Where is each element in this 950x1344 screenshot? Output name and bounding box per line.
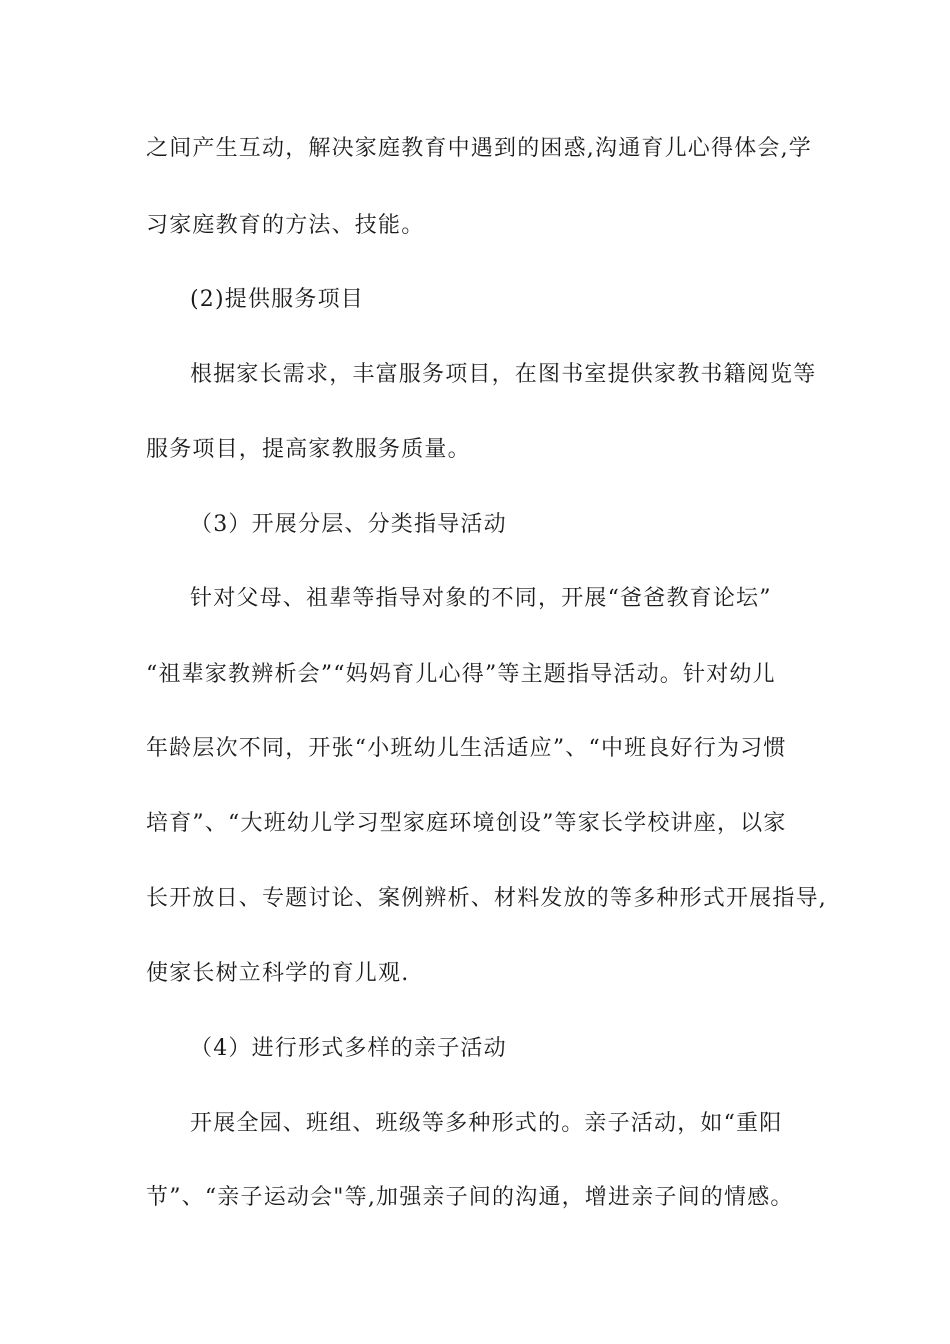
section-heading: （4）进行形式多样的亲子活动	[190, 1036, 507, 1061]
body-text-line: 之间产生互动，解决家庭教育中遇到的困惑,沟通育儿心得体会,学	[146, 136, 812, 161]
body-text-line: “祖辈家教辨析会”“妈妈育儿心得”等主题指导活动。针对幼儿	[146, 662, 776, 687]
body-text-line: 针对父母、祖辈等指导对象的不同，开展“爸爸教育论坛”	[190, 586, 772, 611]
body-text-line: 服务项目，提高家教服务质量。	[146, 437, 471, 462]
body-text-line: 习家庭教育的方法、技能。	[146, 213, 425, 238]
body-text-line: 开展全园、班组、班级等多种形式的。亲子活动，如“重阳	[190, 1111, 783, 1136]
body-text-line: 根据家长需求，丰富服务项目，在图书室提供家教书籍阅览等	[190, 362, 817, 387]
body-text-line: 使家长树立科学的育儿观.	[146, 961, 410, 986]
body-text-line: 培育”、“大班幼儿学习型家庭环境创设”等家长学校讲座，以家	[146, 811, 787, 836]
body-text-line: 年龄层次不同，开张“小班幼儿生活适应”、“中班良好行为习惯	[146, 736, 787, 761]
section-heading: (2)提供服务项目	[190, 287, 364, 312]
section-heading: （3）开展分层、分类指导活动	[190, 512, 507, 537]
body-text-line: 长开放日、专题讨论、案例辨析、材料发放的等多种形式开展指导,	[146, 886, 827, 911]
body-text-line: 节”、“亲子运动会"等,加强亲子间的沟通，增进亲子间的情感。	[146, 1185, 794, 1210]
